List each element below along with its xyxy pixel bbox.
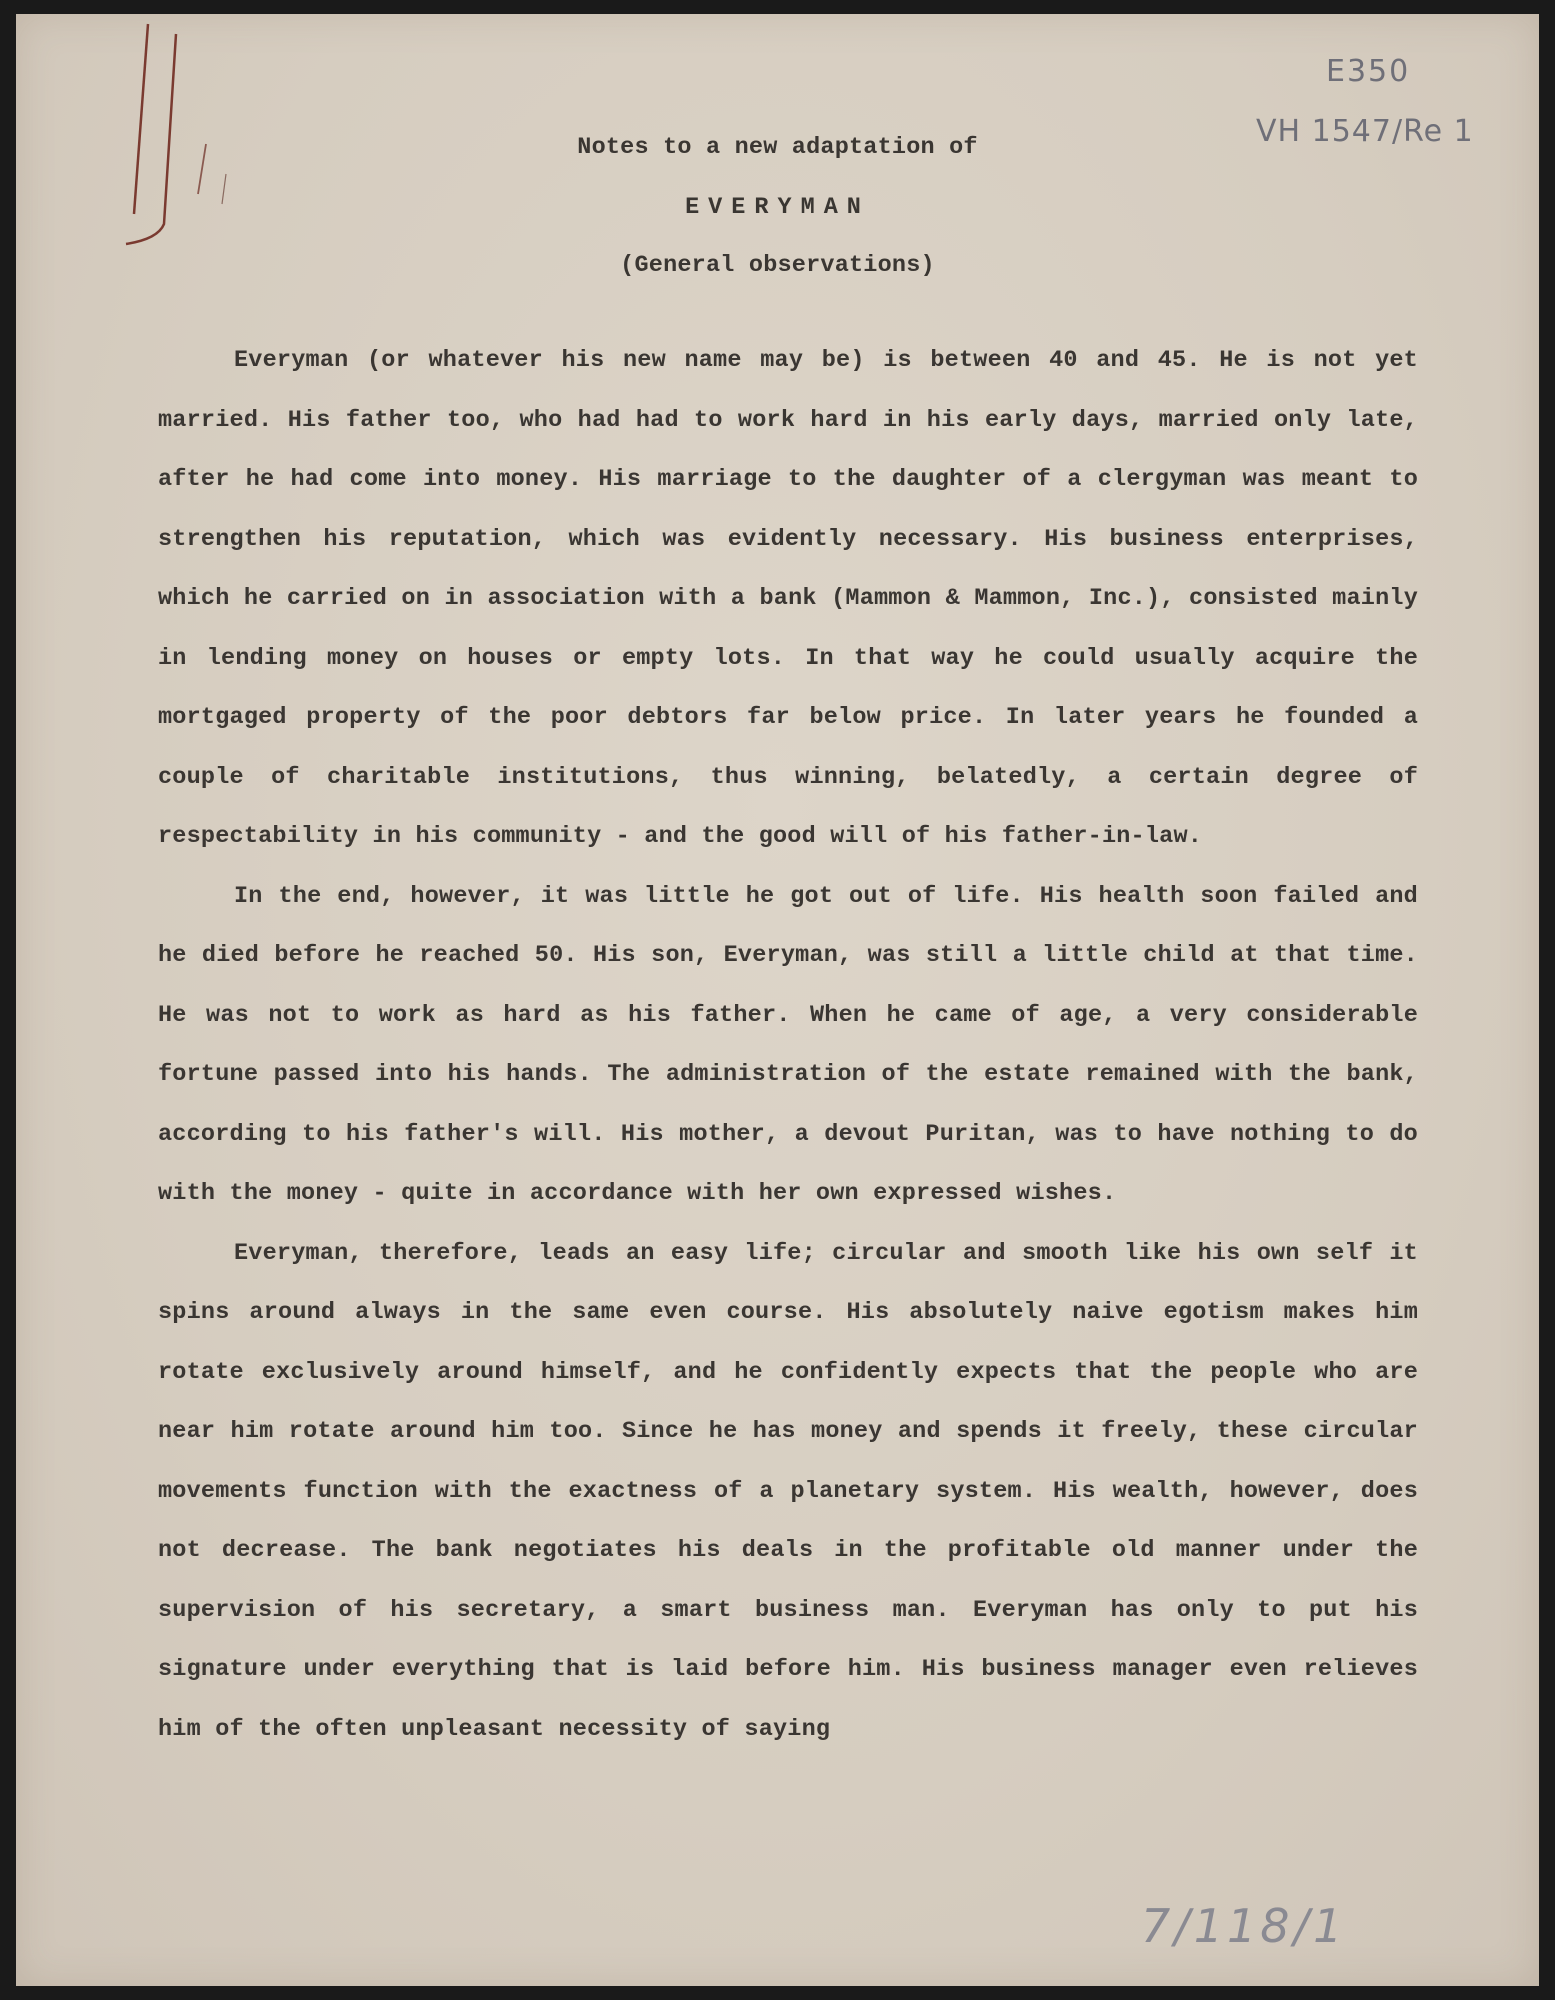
handwritten-archive-number: 7/118/1	[1141, 1899, 1347, 1953]
heading-line-1: Notes to a new adaptation of	[577, 134, 978, 161]
document-page	[16, 14, 1539, 1986]
paragraph-2: In the end, however, it was little he got out of life. His health soon failed and he died before he reached 50. His son, Everyman, was still a little child at that time. He was not to work as hard as his father. When he came of age, a very considerable fortune passed into his hands. The administration of the estate remained with the bank, according to his father's will. His mother, a devout Puritan, was to have nothing to do with the money - quite in accordance with her own expressed wishes.	[158, 882, 1418, 1207]
handwritten-reference: VH 1547/Re 1	[1256, 114, 1474, 149]
body-text	[158, 331, 1418, 1759]
paragraph-3: Everyman, therefore, leads an easy life; circular and smooth like his own self it spins around always in the same even course. His absolutely naive egotism makes him rotate exclusively around himself, and he confidently expects that the people who are near him rotate around him too. Since he has money and spends it freely, these circular movements function with the exactness of a planetary system. His wealth, however, does not decrease. The bank negotiates his deals in the profitable old manner under the supervision of his secretary, a smart business man. Everyman has only to put his signature under everything that is laid before him. His business manager even relieves him of the often unpleasant necessity of saying	[158, 1239, 1418, 1743]
paragraph-1: Everyman (or whatever his new name may be) is between 40 and 45. He is not yet married. His father too, who had had to work hard in his early days, married only late, after he had come into money. His marriage to the daughter of a clergyman was meant to strengthen his reputation, which was evidently necessary. His business enterprises, which he carried on in association with a bank (Mammon & Mammon, Inc.), consisted mainly in lending money on houses or empty lots. In that way he could usually acquire the mortgaged property of the poor debtors far below price. In later years he founded a couple of charitable institutions, thus winning, belatedly, a certain degree of respectability in his community - and the good will of his father-in-law.	[158, 347, 1418, 850]
heading-subtitle: (General observations)	[620, 252, 935, 279]
heading-title: EVERYMAN	[685, 194, 870, 221]
handwritten-code: E350	[1326, 54, 1411, 89]
